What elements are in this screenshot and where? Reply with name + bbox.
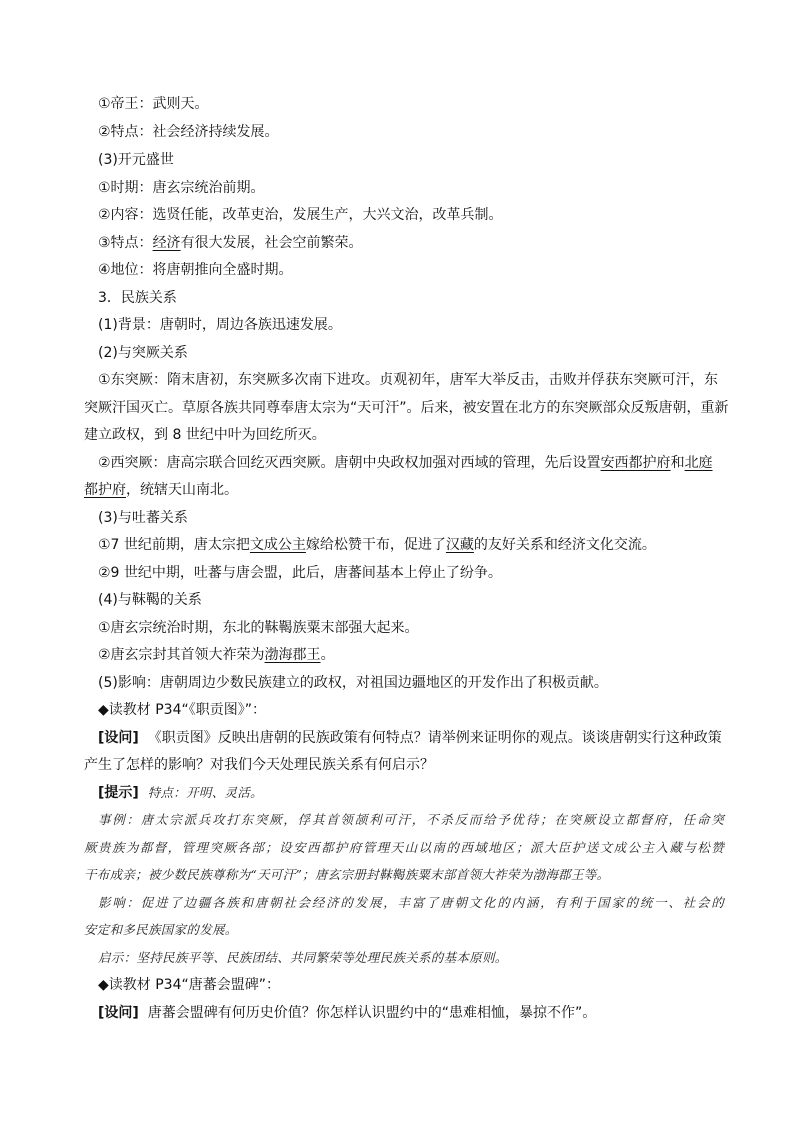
text-line: ④地位：将唐朝推向全盛时期。 [98, 262, 293, 278]
text-span: 《职贡图》反映出唐朝的民族政策有何特点？请举例来证明你的观点。谈谈唐朝实行这种政策 [147, 730, 722, 746]
text-line: 厥贵族为都督，管理突厥各部；设安西都护府管理天山以南的西域地区；派大臣护送文成公主入藏与松赞 [84, 840, 724, 855]
underlined-term: 安西都护府 [600, 455, 671, 471]
text-line [84, 480, 724, 500]
text-line: ②内容：选贤任能，改革吏治，发展生产，大兴文治，改革兵制。 [98, 207, 503, 223]
text-line [98, 233, 718, 253]
text-line: ①时期：唐玄宗统治前期。 [98, 180, 265, 196]
text-line: 干布成亲；被少数民族尊称为“天可汗”；唐玄宗册封靺鞨族粟末部首领大祚荣为渤海郡王等。 [84, 867, 610, 882]
underlined-term: 都护府 [84, 482, 126, 498]
text-span: ③特点： [98, 235, 153, 251]
reading-prompt: ◆读教材 P34“唐蕃会盟碑”： [98, 977, 280, 993]
question-line [98, 1003, 718, 1023]
question-tag: [设问] [98, 1005, 139, 1021]
text-span: ②西突厥：唐高宗联合回纥灭西突厥。唐朝中央政权加强对西域的管理，先后设置 [98, 455, 601, 471]
underlined-term: 渤海郡王 [264, 647, 321, 663]
subheading: (2)与突厥关系 [98, 345, 188, 361]
text-line: (5)影响：唐朝周边少数民族建立的政权，对祖国边疆地区的开发作出了积极贡献。 [98, 675, 608, 691]
text-span: ，统辖天山南北。 [126, 482, 238, 498]
text-span: ②唐玄宗封其首领大祚荣为 [98, 647, 265, 663]
reading-prompt: ◆读教材 P34“《职贡图》”： [98, 702, 266, 718]
text-span: 唐蕃会盟碑有何历史价值？你怎样认识盟约中的“患难相恤，暴掠不作”。 [147, 1005, 597, 1021]
text-line: ①帝王：武则天。 [98, 96, 209, 112]
text-line [98, 645, 718, 665]
text-span: 。 [320, 647, 335, 663]
text-line [98, 535, 718, 555]
text-line: (1)背景：唐朝时，周边各族迅速发展。 [98, 317, 342, 333]
text-line: 产生了怎样的影响？对我们今天处理民族关系有何启示？ [84, 757, 434, 773]
text-span: 有很大发展，社会空前繁荣。 [180, 235, 363, 251]
text-span: 特点：开明、灵活。 [147, 785, 263, 800]
question-line [98, 728, 722, 748]
text-line [98, 453, 724, 473]
text-line: 影响：促进了边疆各族和唐朝社会经济的发展，丰富了唐朝文化的内涵，有利于国家的统一、社会的 [98, 895, 724, 910]
text-line: 启示：坚持民族平等、民族团结、共同繁荣等处理民族关系的基本原则。 [98, 950, 508, 965]
text-line: 突厥汗国灭亡。草原各族共同尊奉唐太宗为“天可汗”。后来，被安置在北方的东突厥部众反叛唐朝，重新 [84, 400, 729, 416]
text-line: ①唐玄宗统治时期，东北的靺鞨族粟末部强大起来。 [98, 620, 419, 636]
text-span: ①7 世纪前期，唐太宗把 [98, 537, 250, 553]
hint-line [98, 783, 718, 803]
text-span: 嫁给松赞干布，促进了 [305, 537, 446, 553]
text-line: 事例：唐太宗派兵攻打东突厥，俘其首领颉利可汗，不杀反而给予优待；在突厥设立都督府，任命突 [98, 812, 724, 827]
underlined-term: 文成公主 [249, 537, 306, 553]
text-line: ①东突厥：隋末唐初，东突厥多次南下进攻。贞观初年，唐军大举反击，击败并俘获东突厥可汗，东 [98, 372, 718, 388]
text-span: 和 [670, 455, 685, 471]
text-line: ②9 世纪中期，吐蕃与唐会盟，此后，唐蕃间基本上停止了纷争。 [98, 565, 502, 581]
question-tag: [设问] [98, 730, 139, 746]
subheading: (4)与靺鞨的关系 [98, 592, 202, 608]
section-heading: 3．民族关系 [98, 290, 177, 306]
text-line: 安定和多民族国家的发展。 [84, 922, 238, 937]
underlined-term: 汉藏 [445, 537, 474, 553]
hint-tag: [提示] [98, 785, 139, 801]
text-span: 的友好关系和经济文化交流。 [473, 537, 656, 553]
underlined-term: 经济 [152, 235, 181, 251]
text-line: ②特点：社会经济持续发展。 [98, 124, 279, 140]
text-line: 建立政权，到 8 世纪中叶为回纥所灭。 [84, 427, 326, 443]
subheading: (3)与吐蕃关系 [98, 510, 188, 526]
subheading: (3)开元盛世 [98, 152, 174, 168]
underlined-term: 北庭 [684, 455, 713, 471]
